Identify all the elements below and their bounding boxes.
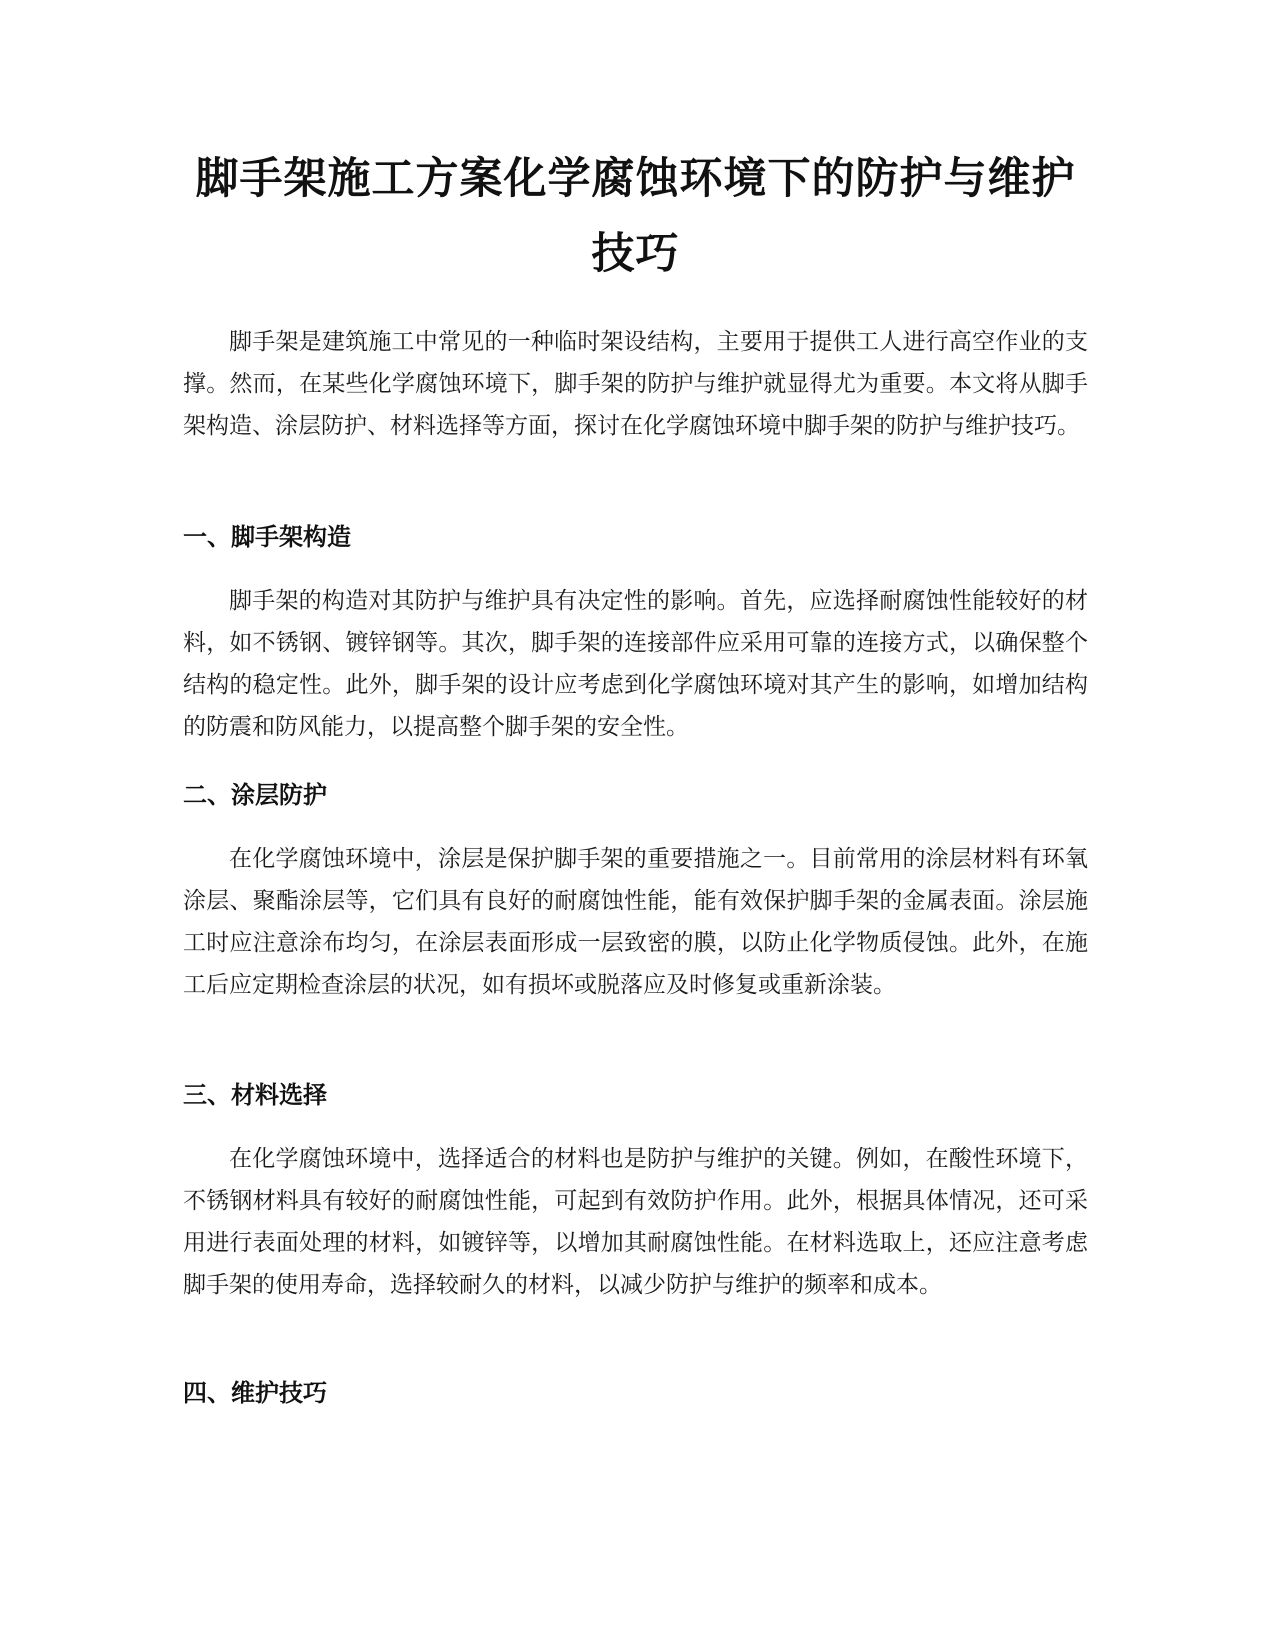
section-paragraph-coating: 在化学腐蚀环境中，涂层是保护脚手架的重要措施之一。目前常用的涂层材料有环氧涂层、聚酯涂层等，它们具有良好的耐腐蚀性能，能有效保护脚手架的金属表面。涂层施工时应注意涂布均匀，在涂层表面形成一层致密的膜，以防止化学物质侵蚀。此外，在施工后应定期检查涂层的状况，如有损坏或脱落应及时修复或重新涂装。 (183, 846, 1088, 998)
section-heading-coating: 二、涂层防护 (183, 781, 327, 809)
section-heading-structure: 一、脚手架构造 (183, 523, 351, 551)
section-heading-materials: 三、材料选择 (183, 1081, 327, 1109)
section-heading-maintenance: 四、维护技巧 (183, 1379, 327, 1407)
document-title: 脚手架施工方案化学腐蚀环境下的防护与维护技巧 (195, 154, 1076, 279)
section-paragraph-materials: 在化学腐蚀环境中，选择适合的材料也是防护与维护的关键。例如，在酸性环境下，不锈钢材料具有较好的耐腐蚀性能，可起到有效防护作用。此外，根据具体情况，还可采用进行表面处理的材料，如镀锌等，以增加其耐腐蚀性能。在材料选取上，还应注意考虑脚手架的使用寿命，选择较耐久的材料，以减少防护与维护的频率和成本。 (183, 1146, 1088, 1298)
intro-paragraph: 脚手架是建筑施工中常见的一种临时架设结构，主要用于提供工人进行高空作业的支撑。然而，在某些化学腐蚀环境下，脚手架的防护与维护就显得尤为重要。本文将从脚手架构造、涂层防护、材料选择等方面，探讨在化学腐蚀环境中脚手架的防护与维护技巧。 (183, 329, 1088, 439)
section-paragraph-structure: 脚手架的构造对其防护与维护具有决定性的影响。首先，应选择耐腐蚀性能较好的材料，如不锈钢、镀锌钢等。其次，脚手架的连接部件应采用可靠的连接方式，以确保整个结构的稳定性。此外，脚手架的设计应考虑到化学腐蚀环境对其产生的影响，如增加结构的防震和防风能力，以提高整个脚手架的安全性。 (183, 588, 1088, 740)
